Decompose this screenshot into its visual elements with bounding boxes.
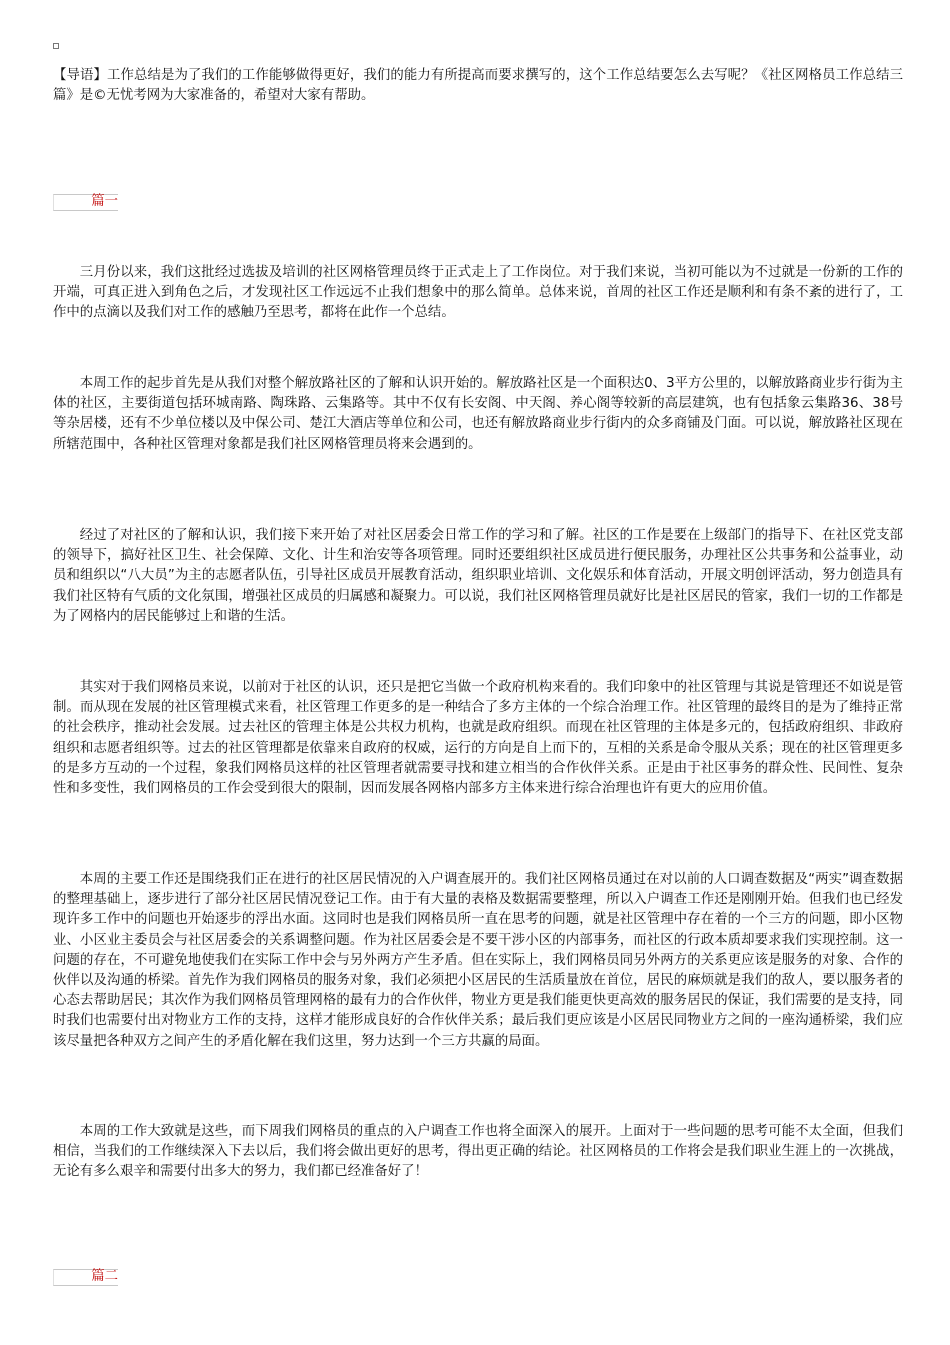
paragraph-2: 本周工作的起步首先是从我们对整个解放路社区的了解和认识开始的。解放路社区是一个面积达0、3平方公里的，以解放路商业步行街为主体的社区，主要街道包括环城南路、陶珠路、云集路等。其中不仅有长安阁、中天阁、养心阁等较新的高层建筑，也有包括象云集路36、38号等杂居楼，还有不少单位楼以及中保公司、楚江大酒店等单位和公司，也还有解放路商业步行街内的众多商铺及门面。可以说，解放路社区现在所辖范围中，各种社区管理对象都是我们社区网格管理员将来会遇到的。: [53, 376, 903, 452]
paragraph-4: 其实对于我们网格员来说，以前对于社区的认识，还只是把它当做一个政府机构来看的。我们印象中的社区管理与其说是管理还不如说是管制。而从现在发展的社区管理模式来看，社区管理工作更多的是一种结合了多方主体的一个综合治理工作。社区管理的最终目的是为了维持正常的社会秩序，推动社会发展。过去社区的管理主体是公共权力机构，也就是政府组织。而现在社区管理的主体是多元的，包括政府组织、非政府组织和志愿者组织等。过去的社区管理都是依靠来自政府的权威，运行的方向是自上而下的，互相的关系是命令服从关系；现在的社区管理更多的是多方互动的一个过程，象我们网格员这样的社区管理者就需要寻找和建立相当的合作伙伴关系。正是由于社区事务的群众性、民间性、复杂性和多变性，我们网格员的工作会受到很大的限制，因而发展各网格内部多方主体来进行综合治理也许有更大的应用价值。: [53, 680, 903, 797]
paragraph-6: 本周的工作大致就是这些，而下周我们网格员的重点的入户调查工作也将全面深入的展开。上面对于一些问题的思考可能不太全面，但我们相信，当我们的工作继续深入下去以后，我们将会做出更好的思考，得出更正确的结论。社区网格员的工作将会是我们职业生涯上的一次挑战，无论有多么艰辛和需要付出多大的努力，我们都已经准备好了！: [53, 1124, 903, 1180]
section-tab-2: [53, 1269, 118, 1286]
paragraph-1: 三月份以来，我们这批经过选拔及培训的社区网格管理员终于正式走上了工作岗位。对于我们来说，当初可能以为不过就是一份新的工作的开端，可真正进入到角色之后，才发现社区工作远远不止我们想象中的那么简单。总体来说，首周的社区工作还是顺利和有条不紊的进行了，工作中的点滴以及我们对工作的感触乃至思考，都将在此作一个总结。: [53, 265, 903, 321]
section-title: 篇二: [91, 1269, 118, 1284]
paragraph-3: 经过了对社区的了解和认识，我们接下来开始了对社区居委会日常工作的学习和了解。社区的工作是要在上级部门的指导下、在社区党支部的领导下，搞好社区卫生、社会保障、文化、计生和治安等各项管理。同时还要组织社区成员进行便民服务，办理社区公共事务和公益事业，动员和组织以“八大员”为主的志愿者队伍，引导社区成员开展教育活动，组织职业培训、文化娱乐和体育活动，开展文明创评活动，努力创造具有我们社区特有气质的文化氛围，增强社区成员的归属感和凝聚力。可以说，我们社区网格管理员就好比是社区居民的管家，我们一切的工作都是为了网格内的居民能够过上和谐的生活。: [53, 528, 903, 624]
top-marker-icon: [53, 43, 59, 49]
paragraph-5: 本周的主要工作还是围绕我们正在进行的社区居民情况的入户调查展开的。我们社区网格员通过在对以前的人口调查数据及“两实”调查数据的整理基础上，逐步进行了部分社区居民情况登记工作。由于有大量的表格及数据需要整理，所以入户调查工作还是刚刚开始。但我们也已经发现许多工作中的问题也开始逐步的浮出水面。这同时也是我们网格员所一直在思考的问题，就是社区管理中存在着的一个三方的问题，即小区物业、小区业主委员会与社区居委会的关系调整问题。作为社区居委会是不要干涉小区的内部事务，而社区的行政本质却要求我们实现控制。这一问题的存在，不可避免地使我们在实际工作中会与另外两方产生矛盾。但在实际上，我们网格员同另外两方的关系更应该是服务的对象、合作的伙伴以及沟通的桥梁。首先作为我们网格员的服务对象，我们必须把小区居民的生活质量放在首位，居民的麻烦就是我们的敌人，要以服务者的心态去帮助居民；其次作为我们网格员管理网格的最有力的合作伙伴，物业方更是我们能更快更高效的服务居民的保证，我们需要的是支持，同时我们也需要付出对物业方工作的支持，这样才能形成良好的合作伙伴关系；最后我们更应该是小区居民同物业方之间的一座沟通桥梁，我们应该尽量把各种双方之间产生的矛盾化解在我们这里，努力达到一个三方共赢的局面。: [53, 872, 903, 1049]
intro-paragraph: 【导语】工作总结是为了我们的工作能够做得更好，我们的能力有所提高而要求撰写的，这个工作总结要怎么去写呢？《社区网格员工作总结三篇》是©无忧考网为大家准备的，希望对大家有帮助。: [53, 68, 903, 104]
section-title: 篇一: [91, 194, 118, 209]
section-tab-1: [53, 194, 118, 211]
